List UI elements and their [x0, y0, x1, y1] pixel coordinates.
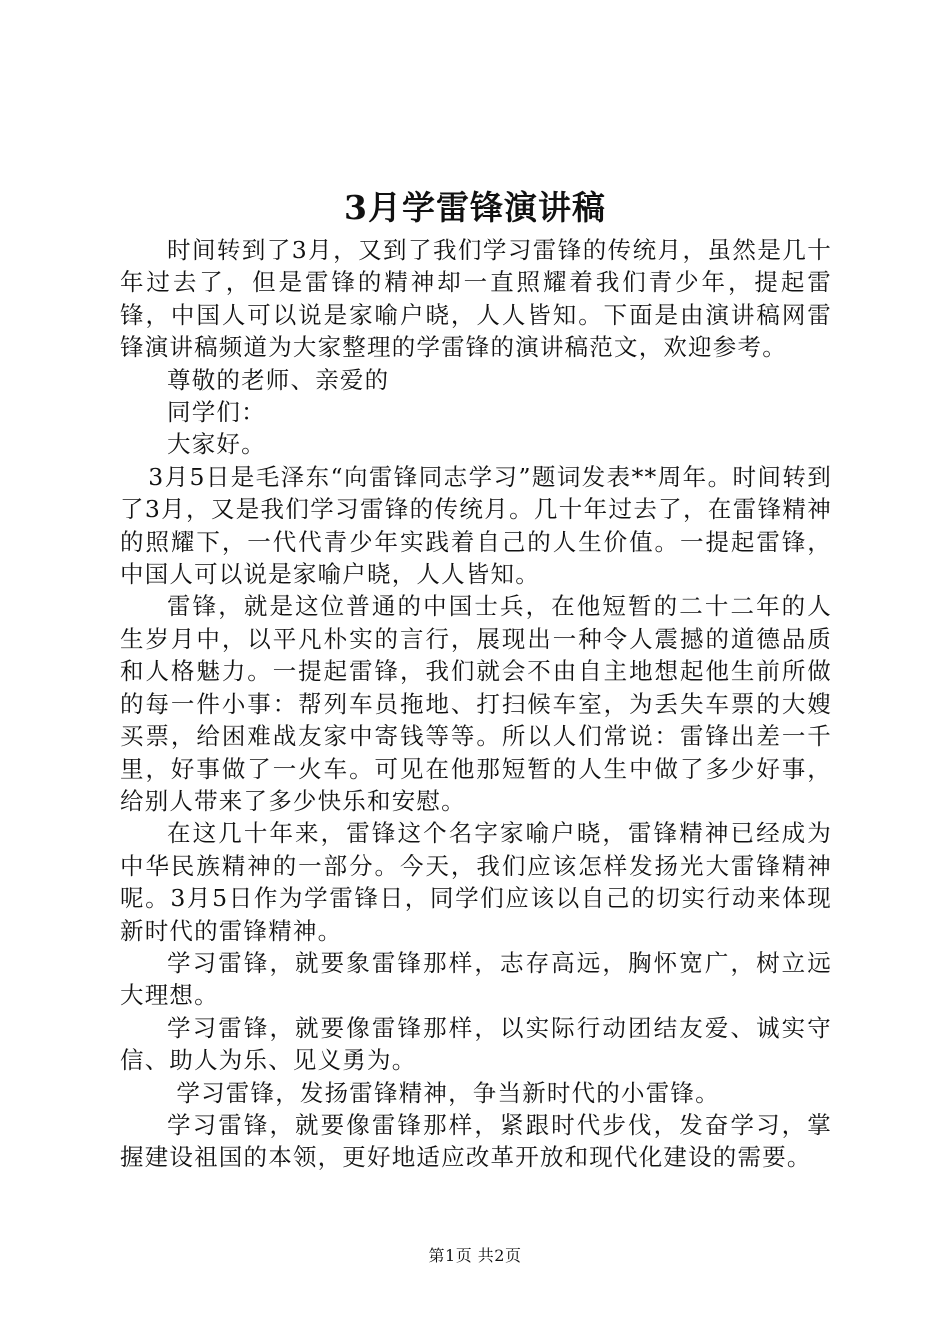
- paragraph-salutation: 尊敬的老师、亲爱的: [167, 365, 390, 394]
- paragraph-ideals: 学习雷锋，就要象雷锋那样，志存高远，胸怀宽广，树立远大理想。: [120, 948, 832, 1010]
- paragraph-leifeng: 雷锋，就是这位普通的中国士兵，在他短暂的二十二年的人生岁月中，以平凡朴实的言行，展现出一种令人震撼的道德品质和人格魅力。一提起雷锋，我们就会不由自主地想起他生前所做的每一件小事：帮列车员拖地、打扫候车室，为丢失车票的大嫂买票，给困难战友家中寄钱等等。所以人们常说：雷锋出差一千里，好事做了一火车。可见在他那短暂的人生中做了多少好事，给别人带来了多少快乐和安慰。: [120, 592, 832, 815]
- paragraph-intro: 时间转到了3月，又到了我们学习雷锋的传统月，虽然是几十年过去了，但是雷锋的精神却一直照耀着我们青少年，提起雷锋，中国人可以说是家喻户晓，人人皆知。下面是由演讲稿网雷锋演讲稿频道为大家整理的学雷锋的演讲稿范文，欢迎参考。: [120, 236, 832, 362]
- paragraph-new-era: 学习雷锋，发扬雷锋精神，争当新时代的小雷锋。: [176, 1078, 720, 1107]
- paragraph-decades: 在这几十年来，雷锋这个名字家喻户晓，雷锋精神已经成为中华民族精神的一部分。今天，我们应该怎样发扬光大雷锋精神呢。3月5日作为学雷锋日，同学们应该以自己的切实行动来体现新时代的雷锋精神。: [120, 819, 832, 945]
- paragraph-greeting: 大家好。: [167, 430, 266, 459]
- document-body: [120, 234, 832, 1174]
- paragraph-march-5: 3月5日是毛泽东“向雷锋同志学习”题词发表**周年。时间转到了3月，又是我们学习雷锋的传统月。几十年过去了，在雷锋精神的照耀下，一代代青少年实践着自己的人生价值。一提起雷锋，中国人可以说是家喻户晓，人人皆知。: [120, 462, 832, 589]
- paragraph-study: 学习雷锋，就要像雷锋那样，紧跟时代步伐，发奋学习，掌握建设祖国的本领，更好地适应改革开放和现代化建设的需要。: [120, 1110, 832, 1172]
- document-title: 3月学雷锋演讲稿: [344, 188, 606, 227]
- page-footer: 第1页 共2页: [428, 1246, 522, 1265]
- paragraph-salutation-cont: 同学们：: [167, 398, 266, 427]
- paragraph-actions: 学习雷锋，就要像雷锋那样，以实际行动团结友爱、诚实守信、助人为乐、见义勇为。: [120, 1013, 832, 1075]
